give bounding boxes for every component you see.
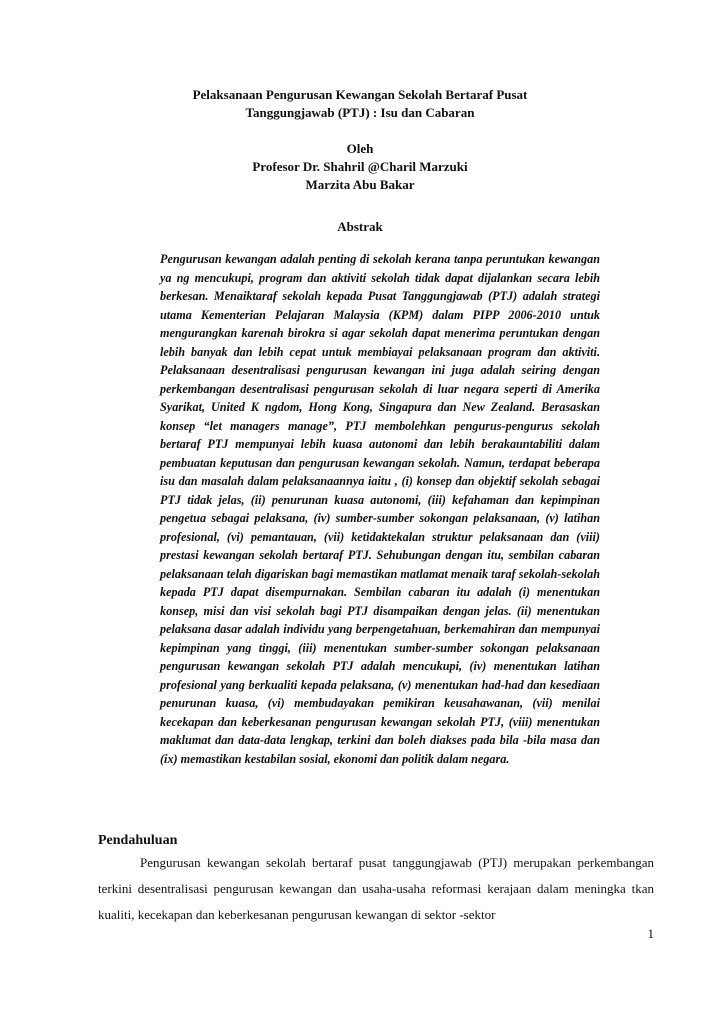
section-heading: Pendahuluan	[98, 833, 178, 848]
byline	[100, 140, 620, 194]
author-2: Marzita Abu Bakar	[305, 177, 415, 192]
abstract-text: Pengurusan kewangan adalah penting di sekolah kerana tanpa peruntukan kewangan ya ng mencukupi, program dan aktiviti sekolah tidak dapat dijalankan secara lebih berkesan. Menaiktaraf sekolah kepada Pusat Tanggungjawab (PTJ) adalah strategi utama Kementerian Pelajaran Malaysia (KPM) dalam PIPP 2006-2010 untuk mengurangkan karenah birokra si agar sekolah dapat menerima peruntukan dengan lebih banyak dan lebih cepat untuk membiayai pelaksanaan program dan aktiviti. Pelaksanaan desentralisasi pengurusan kewangan ini juga adalah seiring dengan perkembangan desentralisasi pengurusan sekolah di luar negara seperti di Amerika Syarikat, United K ngdom, Hong Kong, Singapura dan New Zealand. Berasaskan konsep “let managers manage”, PTJ membolehkan pengurus-pengurus sekolah bertaraf PTJ mempunyai lebih kuasa autonomi dan lebih berakauntabiliti dalam pembuatan keputusan dan pengurusan kewangan sekolah. Namun, terdapat beberapa isu dan masalah dalam pelaksanaannya iaitu , (i) konsep dan objektif sekolah sebagai PTJ tidak jelas, (ii) penurunan kuasa autonomi, (iii) kefahaman dan kepimpinan pengetua sebagai pelaksana, (iv) sumber-sumber sokongan pelaksanaan, (v) latihan profesional, (vi) pemantauan, (vii) ketidaktekalan struktur pelaksanaan dan (viii) prestasi kewangan sekolah bertaraf PTJ. Sehubungan dengan itu, sembilan cabaran pelaksanaan telah digariskan bagi memastikan matlamat menaik taraf sekolah-sekolah kepada PTJ dapat disempurnakan. Sembilan cabaran itu adalah (i) menentukan konsep, misi dan visi sekolah bagi PTJ disampaikan dengan jelas. (ii) menentukan pelaksana dasar adalah individu yang berpengetahuan, berkemahiran dan mempunyai kepimpinan yang tinggi, (iii) menentukan sumber-sumber sokongan pelaksanaan pengurusan kewangan sekolah PTJ adalah mencukupi, (iv) menentukan latihan profesional yang berkualiti kepada pelaksana, (v) menentukan had-had dan kesediaan penurunan kuasa, (vi) membudayakan pemikiran keusahawanan, (vii) menilai kecekapan dan keberkesanan pengurusan kewangan sekolah PTJ, (viii) menentukan maklumat dan data-data lengkap, terkini dan boleh diakses pada bila -bila masa dan (ix) memastikan kestabilan sosial, ekonomi dan politik dalam negara.	[160, 252, 600, 766]
body-paragraph: Pengurusan kewangan sekolah bertaraf pusat tanggungjawab (PTJ) merupakan perkembangan terkini desentralisasi pengurusan kewangan dan usaha-usaha reformasi kerajaan dalam meningka tkan kualiti, kecekapan dan keberkesanan pengurusan kewangan di sektor -sektor	[98, 855, 654, 922]
paper-title	[100, 86, 620, 122]
page-number: 1	[647, 926, 654, 941]
title-line-1: Pelaksanaan Pengurusan Kewangan Sekolah Bertaraf Pusat	[192, 87, 528, 102]
abstract-heading: Abstrak	[337, 219, 383, 234]
oleh-label: Oleh	[346, 141, 374, 156]
title-line-2: Tanggungjawab (PTJ) : Isu dan Cabaran	[245, 105, 475, 120]
author-1: Profesor Dr. Shahril @Charil Marzuki	[252, 159, 468, 174]
